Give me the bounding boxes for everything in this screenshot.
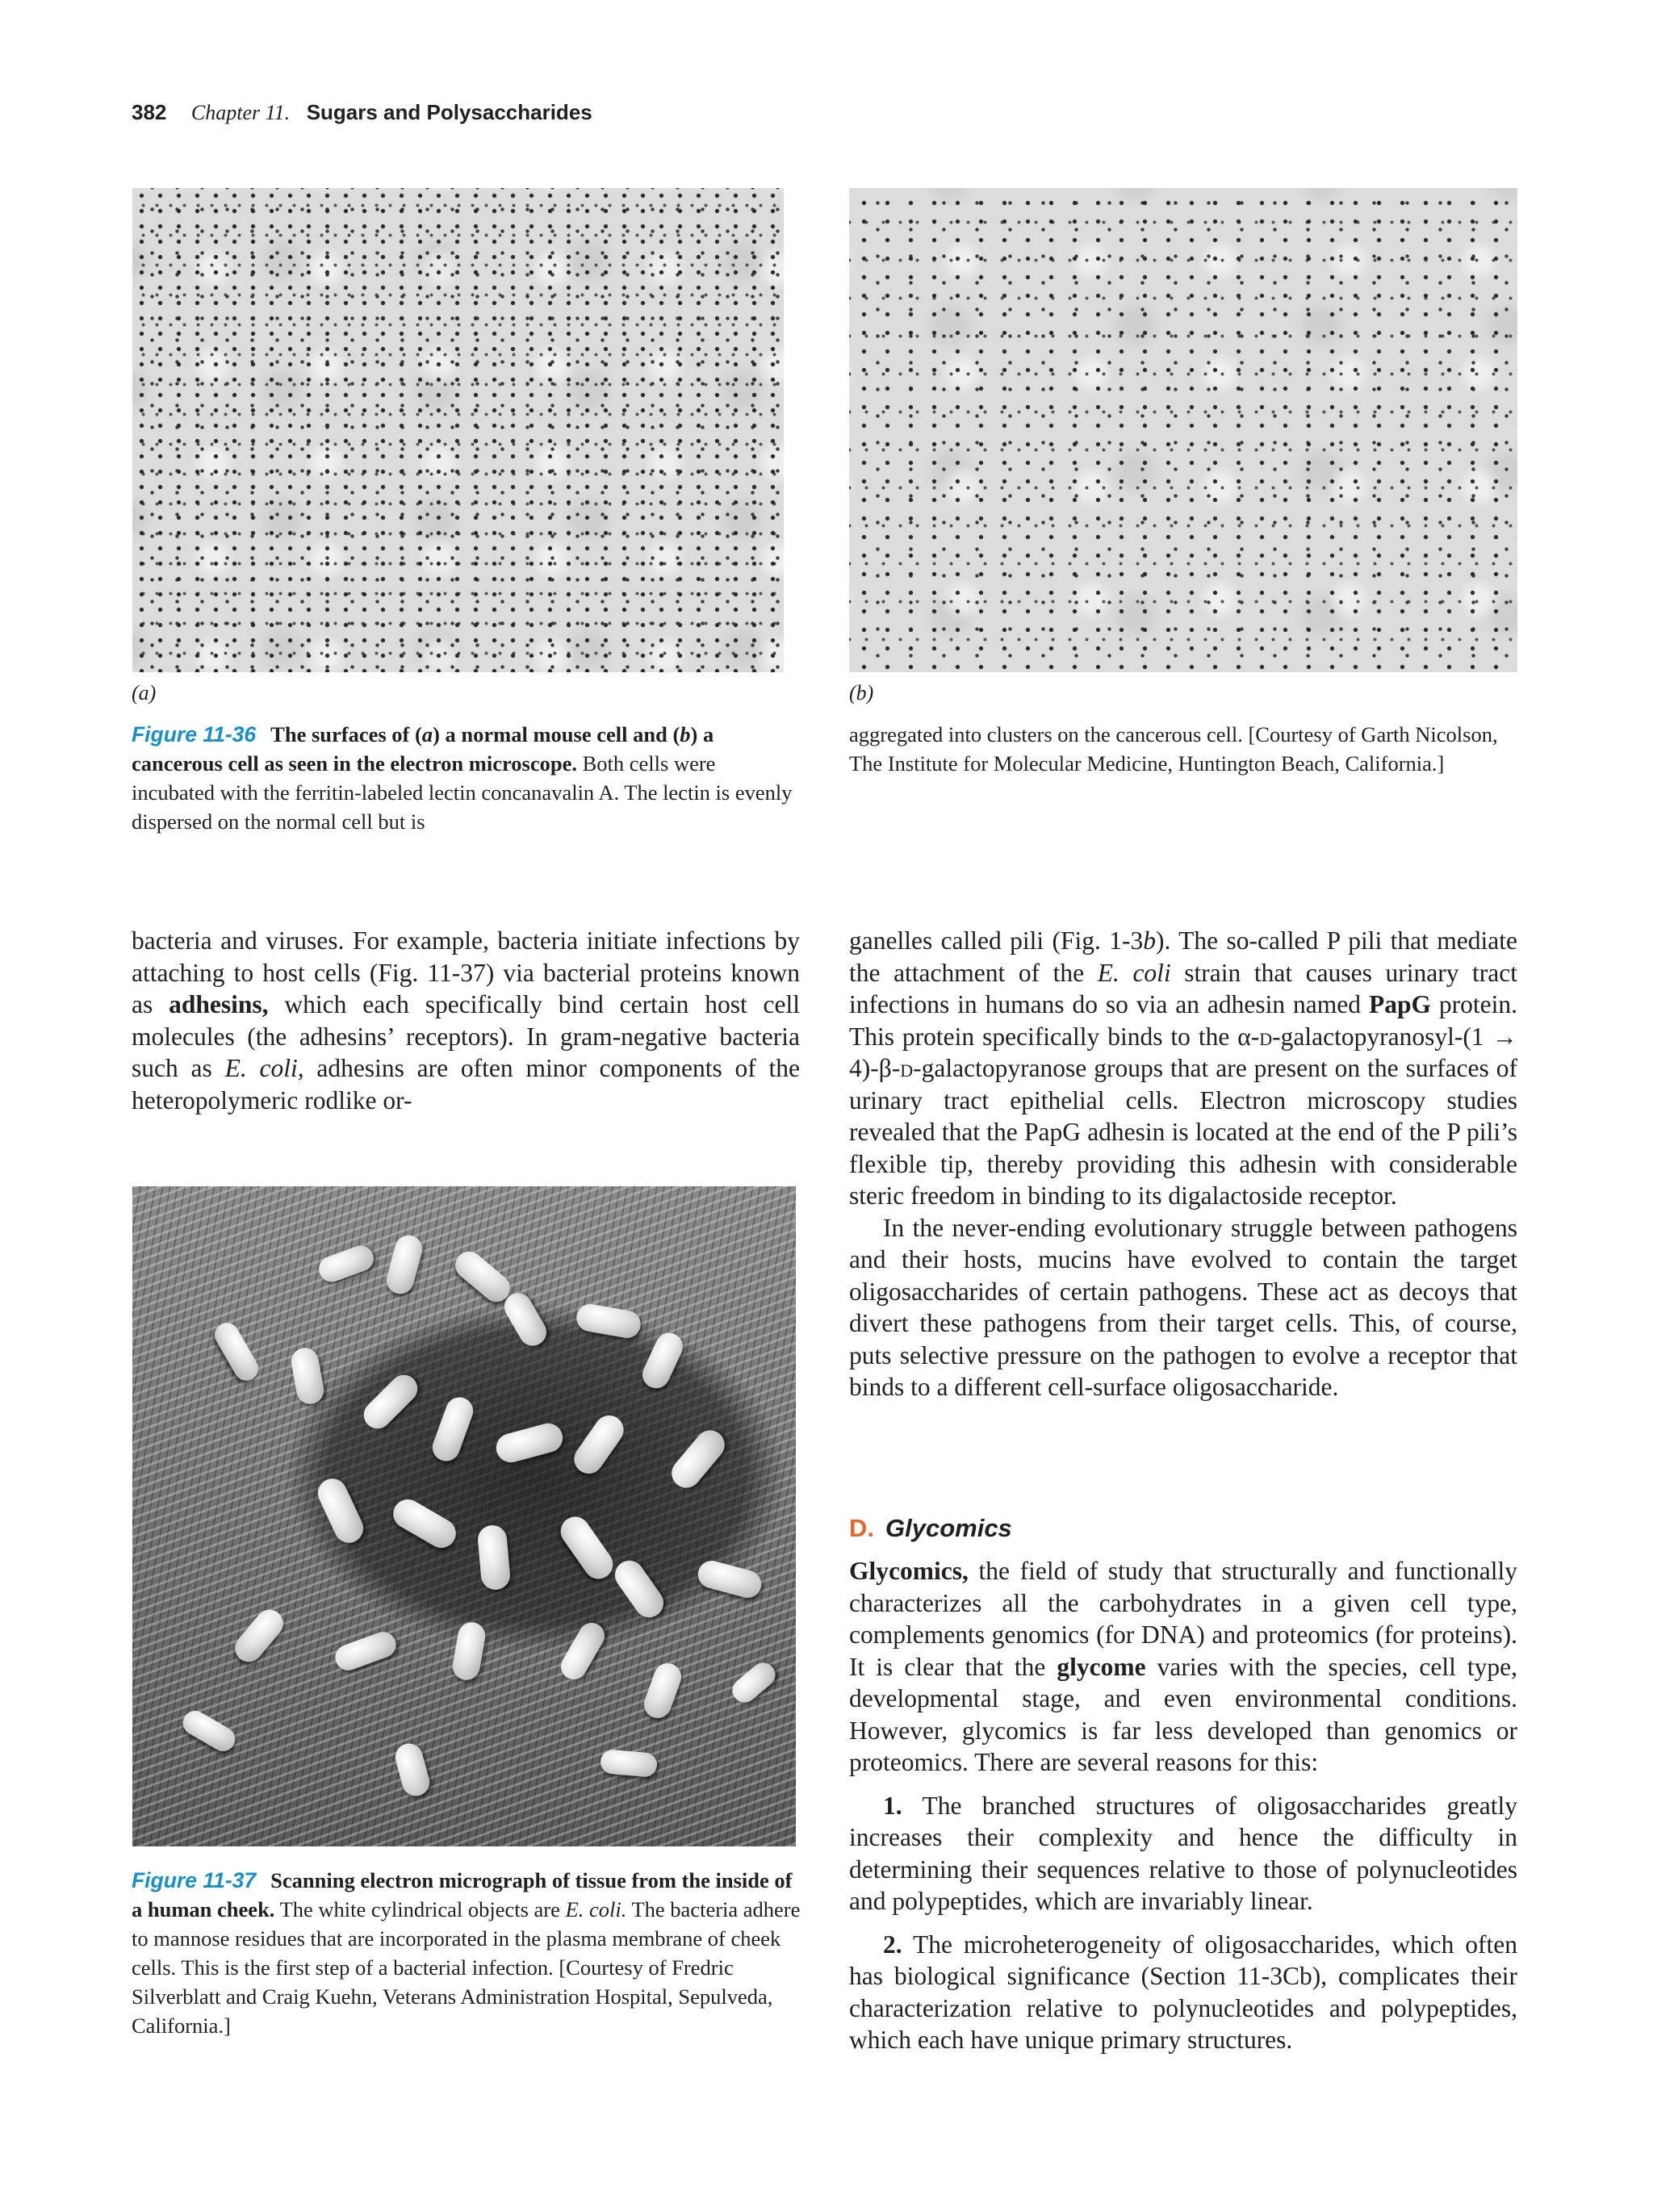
caption-text: aggregated into clusters on the cancerous cell. [Courtesy of Garth Nicolson, The Institute for Molecular Medicine, Huntington Beach, California.] [849, 722, 1498, 776]
figure-11-36-caption-left [132, 720, 793, 836]
figure-number: Figure 11-37 [132, 1868, 257, 1892]
term-glycome: glycome [1057, 1652, 1146, 1681]
figure-label-b: (b) [849, 681, 874, 705]
paragraph: ganelles called pili (Fig. 1-3b). The so-called P pili that mediate the attachment of the E. coli strain that causes urinary tract infections in humans do so via an adhesin named PapG protein. This protein specifically binds to the α-d-galactopyranosyl-(1 → 4)-β-d-galactopyranose groups that are present on the surfaces of urinary tract epithelial cells. Electron microscopy studies revealed that the PapG adhesin is located at the end of the P pili’s flexible tip, thereby providing this adhesin with considerable steric freedom in binding to its digalactoside receptor. [849, 926, 1518, 1210]
figure-label-a: (a) [132, 681, 157, 705]
figure-11-36b-micrograph [849, 188, 1517, 672]
term-adhesins: adhesins, [169, 990, 269, 1018]
section-heading [849, 1514, 1012, 1543]
term-papg: PapG [1368, 990, 1431, 1018]
running-header [132, 100, 592, 125]
figure-number: Figure 11-36 [132, 722, 257, 746]
paragraph: Glycomics, the field of study that structurally and functionally characterizes all the carbohydrates in a given cell type, complements genomics (for DNA) and proteomics (for proteins). It is clear that the glycome varies with the species, cell type, developmental stage, and even environmental conditions. However, glycomics is far less developed than genomics or proteomics. There are several reasons for this: [849, 1557, 1518, 1776]
figure-11-37-caption: Figure 11-37 Scanning electron micrograph of tissue from the inside of a human cheek. The white cylindrical objects are E. coli. The bacteria adhere to mannose residues that are incorporated in the plasma membrane of cheek cells. This is the first step of a bacterial infection. [Courtesy of Fredric Silverblatt and Craig Kuehn, Veterans Administration Hospital, Sepulveda, California.] [132, 1868, 801, 2038]
caption-title: Scanning electron micrograph of tissue from the inside of a human cheek. [132, 1868, 793, 1921]
paragraph: bacteria and viruses. For example, bacteria initiate infections by attaching to host cells (Fig. 11-37) via bacterial proteins known as adhesins, which each specifically bind certain host cell molecules (the adhesins’ receptors). In gram-negative bacteria such as E. coli, adhesins are often minor components of the heteropolymeric rodlike or- [132, 926, 801, 1114]
term-glycomics: Glycomics, [849, 1557, 969, 1585]
glycomics-text [849, 1555, 1517, 2056]
page-number: 382 [132, 100, 167, 124]
section-letter: D. [849, 1514, 874, 1542]
figure-11-37-micrograph [132, 1186, 796, 1846]
section-title: Glycomics [885, 1514, 1012, 1542]
chapter-number: Chapter 11. [190, 101, 291, 124]
paragraph: In the never-ending evolutionary struggle between pathogens and their hosts, mucins have evolved to contain the target oligosaccharides of certain pathogens. These act as decoys that divert these pathogens from their target cells. This, of course, puts selective pressure on the pathogen to evolve a receptor that binds to a different cell-surface oligosaccharide. [849, 1213, 1517, 1401]
list-item: 2. The microheterogeneity of oligosaccharides, which often has biological significance (Section 11-3Cb), complicates their characterization relative to polynucleotides and polypeptides, which each have unique primary structures. [849, 1930, 1517, 2054]
right-column-text [849, 925, 1517, 1403]
left-column-text [132, 925, 800, 1116]
figure-11-36-caption-right [849, 720, 1519, 778]
caption-text: Both cells were incubated with the ferritin-labeled lectin concanavalin A. The lectin is evenly dispersed on the normal cell but is [132, 751, 793, 834]
caption-title: The surfaces of (a) a normal mouse cell and (b) a cancerous cell as seen in the electron microscope. [132, 722, 714, 776]
list-item: 1. The branched structures of oligosaccharides greatly increases their complexity and hence the difficulty in determining their sequences relative to those of polynucleotides and polypeptides, which are invariably linear. [849, 1791, 1517, 1915]
chapter-title: Sugars and Polysaccharides [306, 100, 592, 124]
figure-11-36a-micrograph [132, 188, 784, 672]
